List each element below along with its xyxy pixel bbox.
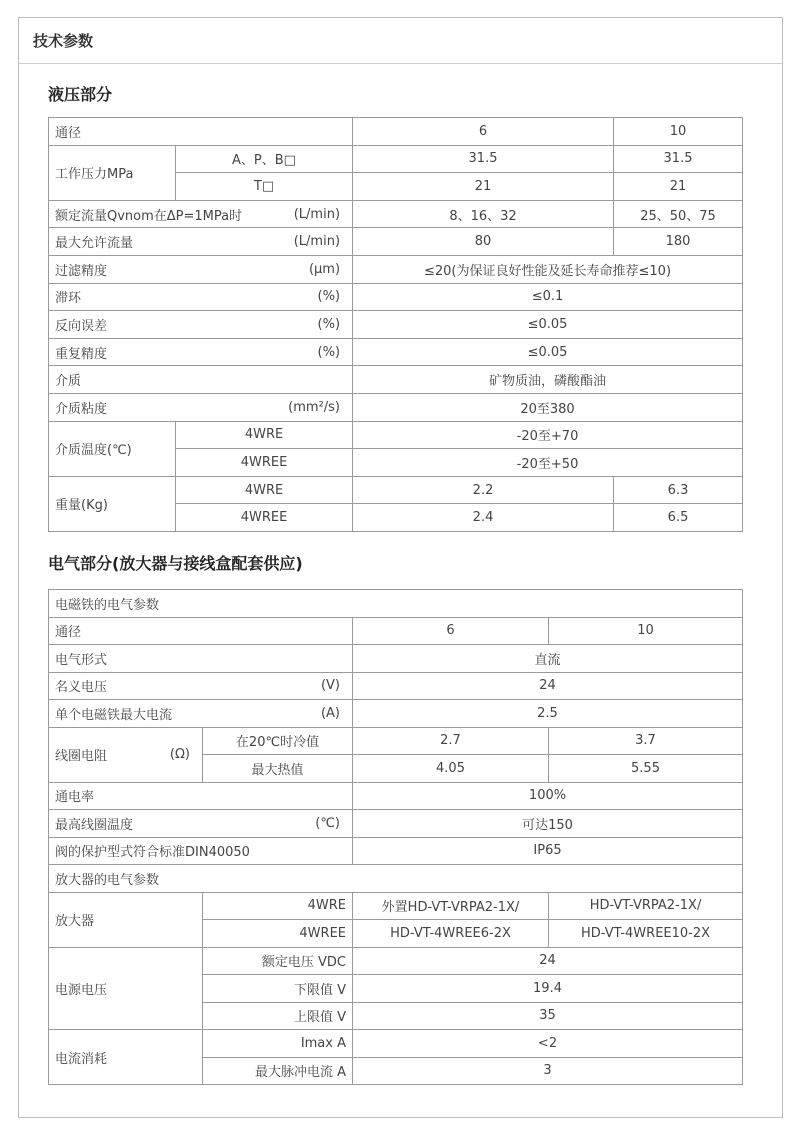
table-row: [49, 311, 743, 339]
hysteresis-label: 滞环: [55, 291, 82, 307]
table-row: [49, 145, 743, 173]
bore-label: 通径: [49, 118, 353, 146]
table-row: [49, 200, 743, 228]
table-row: [49, 283, 743, 311]
hydraulic-section-title: 液压部分: [48, 85, 113, 104]
supply-value: 19.4: [353, 975, 743, 1003]
resistance-cell: [49, 727, 203, 782]
voltage-unit: (V): [320, 678, 340, 694]
filter-cell: [49, 255, 353, 283]
table-row: [49, 865, 743, 893]
pressure-sub-label: T□: [176, 173, 353, 201]
reversal-value: ≤0.05: [353, 311, 743, 339]
pressure-10: 31.5: [614, 145, 743, 173]
resistance-6: 2.7: [353, 727, 549, 755]
supply-label: 电源电压: [49, 947, 203, 1030]
repeat-label: 重复精度: [55, 346, 108, 362]
max-flow-unit: (L/min): [293, 234, 341, 250]
resistance-10: 3.7: [549, 727, 743, 755]
pressure-6: 21: [353, 173, 614, 201]
weight-10: 6.5: [614, 504, 743, 532]
table-row: [49, 645, 743, 673]
panel-title: 技术参数: [33, 32, 94, 50]
table-row: [49, 590, 743, 618]
viscosity-unit: (mm²/s): [288, 399, 341, 415]
e-bore-10: 10: [549, 617, 743, 645]
temp-value: -20至+50: [353, 449, 743, 477]
supply-value: 35: [353, 1002, 743, 1030]
table-row: [49, 672, 743, 700]
amplifier-sub-label: 4WRE: [203, 892, 353, 920]
coil-temp-cell: [49, 810, 353, 838]
pressure-10: 21: [614, 173, 743, 201]
amplifier-sub-label: 4WREE: [203, 920, 353, 948]
repeat-value: ≤0.05: [353, 338, 743, 366]
max-flow-cell: [49, 228, 353, 256]
reversal-cell: [49, 311, 353, 339]
coil-temp-label: 最高线圈温度: [55, 817, 134, 833]
viscosity-value: 20至380: [353, 393, 743, 421]
e-bore-label: 通径: [49, 617, 353, 645]
filter-value: ≤20(为保证良好性能及延长寿命推荐≤10): [353, 255, 743, 283]
max-flow-label: 最大允许流量: [55, 236, 134, 252]
protection-value: IP65: [353, 837, 743, 865]
table-row: [49, 118, 743, 146]
table-row: [49, 1030, 743, 1058]
viscosity-cell: [49, 393, 353, 421]
weight-sub-label: 4WREE: [176, 504, 353, 532]
amplifier-6: 外置HD-VT-VRPA2-1X/: [353, 892, 549, 920]
electrical-section-title: 电气部分(放大器与接线盒配套供应): [48, 554, 303, 573]
weight-6: 2.4: [353, 504, 614, 532]
current-unit: (A): [320, 705, 340, 721]
table-row: [49, 476, 743, 504]
resistance-sub-label: 最大热值: [203, 755, 353, 783]
consumption-label: 电流消耗: [49, 1030, 203, 1085]
table-row: [49, 421, 743, 449]
hysteresis-cell: [49, 283, 353, 311]
weight-10: 6.3: [614, 476, 743, 504]
table-row: [49, 947, 743, 975]
current-label: 单个电磁铁最大电流: [55, 707, 173, 723]
pressure-6: 31.5: [353, 145, 614, 173]
filter-unit: (μm): [308, 261, 341, 277]
consumption-value: <2: [353, 1030, 743, 1058]
amplifier-label: 放大器: [49, 892, 203, 947]
voltage-cell: [49, 672, 353, 700]
weight-label: 重量(Kg): [49, 476, 176, 531]
table-row: [49, 700, 743, 728]
table-row: [49, 837, 743, 865]
table-row: [49, 393, 743, 421]
weight-sub-label: 4WRE: [176, 476, 353, 504]
consumption-value: 3: [353, 1057, 743, 1085]
rated-flow-cell: [49, 200, 353, 228]
coil-temp-unit: (℃): [315, 815, 340, 831]
filter-label: 过滤精度: [55, 263, 108, 279]
e-type-value: 直流: [353, 645, 743, 673]
temp-sub-label: 4WRE: [176, 421, 353, 449]
resistance-6: 4.05: [353, 755, 549, 783]
table-row: [49, 366, 743, 394]
duty-label: 通电率: [49, 782, 353, 810]
resistance-sub-label: 在20℃时冷值: [203, 727, 353, 755]
solenoid-header: 电磁铁的电气参数: [49, 590, 743, 618]
amplifier-6: HD-VT-4WREE6-2X: [353, 920, 549, 948]
rated-flow-6: 8、16、32: [353, 200, 614, 228]
supply-sub-label: 额定电压 VDC: [203, 947, 353, 975]
temp-sub-label: 4WREE: [176, 449, 353, 477]
resistance-unit: (Ω): [169, 747, 190, 762]
reversal-label: 反向误差: [55, 318, 108, 334]
max-flow-6: 80: [353, 228, 614, 256]
resistance-label: 线圈电阻: [55, 749, 108, 764]
amplifier-10: HD-VT-4WREE10-2X: [549, 920, 743, 948]
repeat-unit: (%): [317, 344, 341, 360]
bore-6: 6: [353, 118, 614, 146]
coil-temp-value: 可达150: [353, 810, 743, 838]
reversal-unit: (%): [317, 316, 341, 332]
hydraulic-table: [48, 117, 743, 532]
table-row: [49, 782, 743, 810]
supply-value: 24: [353, 947, 743, 975]
medium-value: 矿物质油，磷酸酯油: [353, 366, 743, 394]
amp-header: 放大器的电气参数: [49, 865, 743, 893]
resistance-10: 5.55: [549, 755, 743, 783]
table-row: [49, 228, 743, 256]
panel-header: [19, 18, 782, 64]
hysteresis-value: ≤0.1: [353, 283, 743, 311]
pressure-label: 工作压力MPa: [49, 145, 176, 200]
e-type-label: 电气形式: [49, 645, 353, 673]
weight-6: 2.2: [353, 476, 614, 504]
amplifier-10: HD-VT-VRPA2-1X/: [549, 892, 743, 920]
temp-value: -20至+70: [353, 421, 743, 449]
max-flow-10: 180: [614, 228, 743, 256]
rated-flow-unit: (L/min): [293, 206, 341, 222]
repeat-cell: [49, 338, 353, 366]
e-bore-6: 6: [353, 617, 549, 645]
protection-label: 阀的保护型式符合标准DIN40050: [49, 837, 353, 865]
bore-10: 10: [614, 118, 743, 146]
table-row: [49, 892, 743, 920]
electrical-table: [48, 589, 743, 1085]
table-row: [49, 617, 743, 645]
consumption-sub-label: 最大脉冲电流 A: [203, 1057, 353, 1085]
hysteresis-unit: (%): [317, 289, 341, 305]
consumption-sub-label: Imax A: [203, 1030, 353, 1058]
table-row: [49, 810, 743, 838]
table-row: [49, 338, 743, 366]
current-value: 2.5: [353, 700, 743, 728]
voltage-value: 24: [353, 672, 743, 700]
supply-sub-label: 下限值 V: [203, 975, 353, 1003]
temp-label: 介质温度(℃): [49, 421, 176, 476]
rated-flow-10: 25、50、75: [614, 200, 743, 228]
medium-label: 介质: [49, 366, 353, 394]
duty-value: 100%: [353, 782, 743, 810]
pressure-sub-label: A、P、B□: [176, 145, 353, 173]
table-row: [49, 255, 743, 283]
supply-sub-label: 上限值 V: [203, 1002, 353, 1030]
voltage-label: 名义电压: [55, 680, 108, 696]
current-cell: [49, 700, 353, 728]
rated-flow-label: 额定流量Qvnom在ΔP=1MPa时: [55, 208, 243, 224]
table-row: [49, 727, 743, 755]
viscosity-label: 介质粘度: [55, 401, 108, 417]
